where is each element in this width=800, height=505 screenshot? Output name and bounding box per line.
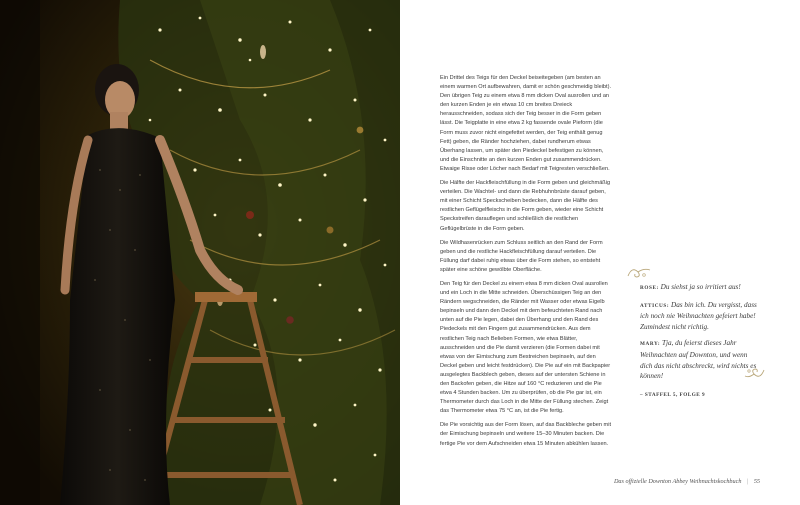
speech-text: Du siehst ja so irritiert aus! [660, 283, 741, 291]
instruction-paragraph: Die Hälfte der Hackfleischfüllung in die Form geben und gleichmäßig verteilen. Die Wachtel- und dann die Rebhuhnbrüste darauf geben, mit einer Schicht Speckscheiben bedecken, dann die Hälfte des restlichen Geflügelfleischs in die Form geben, wieder eine Schicht Speckstreifen darauflegen und schließlich die restlichen Geflügelbrüste in die Form geben. [440, 180, 611, 232]
quote-line [640, 282, 758, 294]
speaker-name: ATTICUS: [640, 302, 670, 309]
speech-text: Das bin ich. Du vergisst, dass ich noch nie Weihnachten gefeiert habe! Zumindest nicht richtig. [640, 300, 757, 331]
text-page [400, 0, 800, 505]
dialogue-quote [640, 282, 758, 400]
speaker-name: MARY: [640, 341, 661, 348]
instruction-paragraph: Die Pie vorsichtig aus der Form lösen, auf das Backbleche geben mit der Eimischung bepinseln und weitere 15–30 Minuten backen. Die fertige Pie vor dem Aufschneiden etwa 15 Minuten abkühlen lassen. [440, 422, 612, 447]
speech-text: Tja, du feierst dieses Jahr Weihnachten auf Downton, und wenn dich das nicht abschreckt, wird nichts es können! [640, 339, 757, 381]
instruction-paragraph: Den Teig für den Deckel zu einem etwa 8 mm dicken Oval ausrollen und ein Loch in die Mitte schneiden. Überschüssigen Teig an den Rändern wegschneiden, die Ränder mit Wasser oder etwas Eigelb bepinseln und dann den Deckel mit dem befeuchteten Rand nach unten auf die Pie legen, dabei den Überhang und den Rand des Piedeckels mit den Fingern gut zusammendrücken. Aus dem restlichen Teig nach Belieben Formen, wie etwa Blätter, ausschneiden und die Pie damit verzieren (die Formen dabei mit etwas von der Eimischung zum Bestreichen bepinseln, auf den Deckel geben und leicht festdrücken). Die Pie auf ein mit Backpapier ausgelegtes Backblech geben, dieses auf der untersten Schiene in den Backofen geben, die Hitze auf 160 °C reduzieren und die Pie etwa 4 Stunden backen. Um zu überprüfen, ob die Pie gar ist, ein Thermometer durch das Loch in die Mitte der Füllung stechen. Zeigt das Thermometer etwa 75 °C an, ist die Pie fertig. [440, 280, 611, 415]
ornament-swirl-icon [744, 366, 766, 382]
page-footer [614, 478, 760, 485]
instruction-paragraph: Die Wildhasenrücken zum Schluss seitlich an den Rand der Form geben und die restliche Hackfleischfüllung darauf verteilen. Die Füllung darf dabei ruhig etwas über die Form stehen, so entsteht später eine schöne gewölbte Oberfläche. [440, 239, 603, 273]
footer-separator: | [747, 478, 749, 485]
instruction-paragraph: Ein Drittel des Teigs für den Deckel beiseitegeben (am besten an einem warmen Ort aufbewahren, damit er schön geschmeidig bleibt). Den übrigen Teig zu einem etwa 8 mm dicken Oval ausrollen und an den kurzen Enden je ein etwas 10 cm breites Dreieck herausschneiden, sodass sich der Teig besser in die Form geben lässt. Die Teigplatte in eine etwa 2 kg fassende ovale Pieform (die Form muss zuvor nicht eingefettet werden, der Teig enthält genug Fett) geben, die Ränder hochziehen, dabei rundherum etwas Überhang lassen, um später den Piedeckel befestigen zu können, und die Einschnitte an den kurzen Enden gut zusammendrücken. Etwaige Risse oder Löcher nach Bedarf mit Teigresten verschließen. [440, 75, 612, 172]
ladder-top [195, 292, 257, 302]
quote-line [640, 300, 758, 333]
quote-line [640, 338, 758, 381]
speaker-name: ROSE: [640, 285, 659, 291]
book-title: Das offizielle Downton Abbey Weihnachtskochbuch [613, 478, 742, 485]
page-number: 55 [753, 478, 760, 485]
quote-source: – STAFFEL 5, FOLGE 9 [640, 391, 706, 398]
recipe-instructions [440, 74, 612, 454]
ornament-swirl-icon [626, 264, 652, 282]
